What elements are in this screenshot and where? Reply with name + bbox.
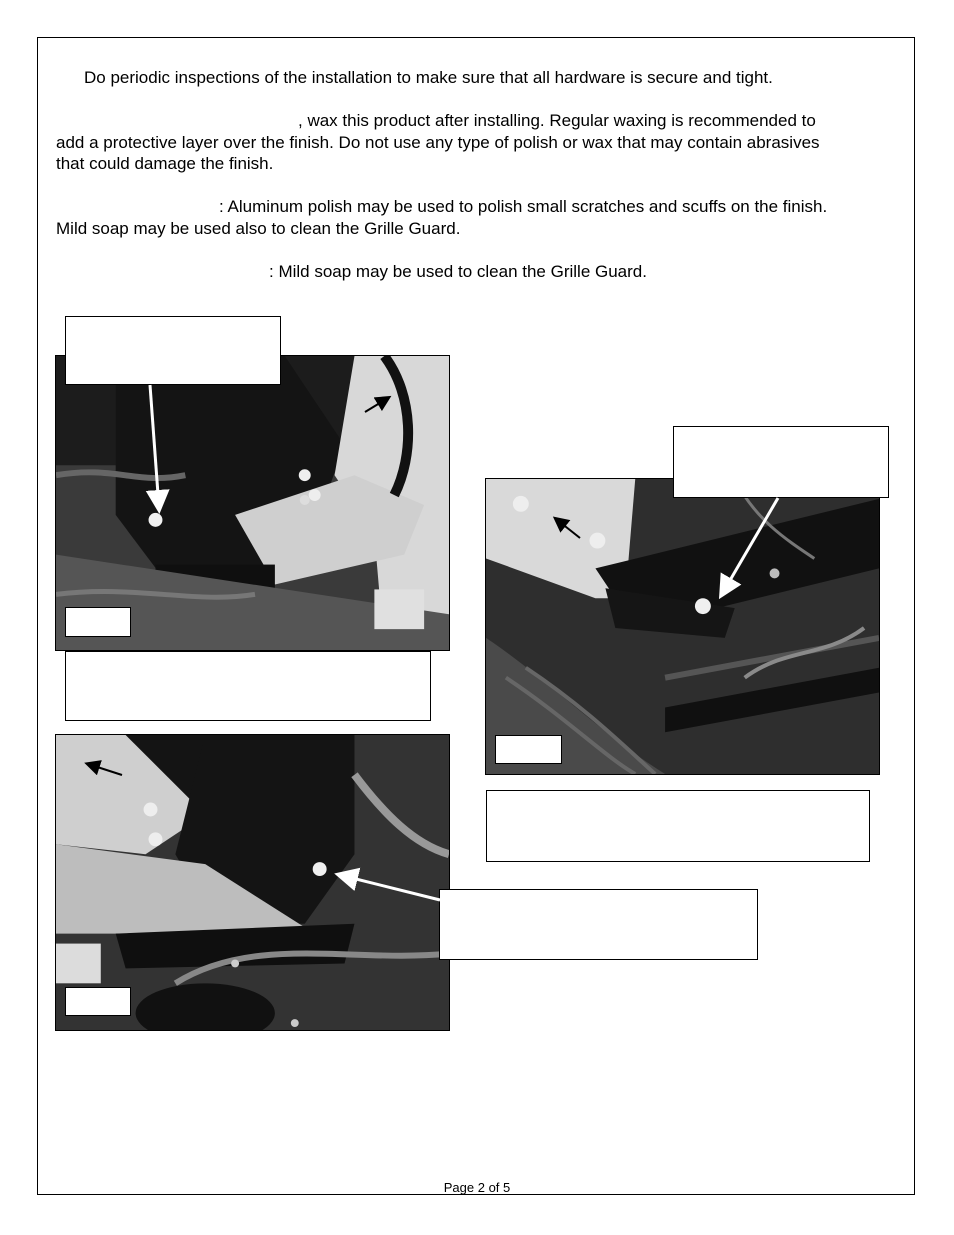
- wax-text-line-1: , wax this product after installing. Regular waxing is recommended to: [298, 111, 816, 130]
- callout-box-photo-1-top: [65, 316, 281, 385]
- figure-tag-2: [495, 735, 562, 764]
- callout-box-photo-1-bottom: [65, 651, 431, 721]
- soap-text: : Mild soap may be used to clean the Grille Guard.: [269, 262, 647, 281]
- callout-box-photo-3: [439, 889, 758, 960]
- wax-text-line-3: that could damage the finish.: [56, 154, 274, 173]
- wax-text-line-2: add a protective layer over the finish. Do not use any type of polish or wax that may contain abrasives: [56, 133, 820, 152]
- installation-photo-2: [485, 478, 880, 775]
- page-number: Page 2 of 5: [443, 1180, 511, 1195]
- polish-text-line-2: Mild soap may be used also to clean the Grille Guard.: [56, 219, 461, 238]
- callout-box-photo-2-bottom: [486, 790, 870, 862]
- callout-box-photo-2-top: [673, 426, 889, 498]
- inspection-text: Do periodic inspections of the installation to make sure that all hardware is secure and tight.: [84, 68, 773, 87]
- polish-text-line-1: : Aluminum polish may be used to polish small scratches and scuffs on the finish.: [219, 197, 828, 216]
- figure-tag-3: [65, 987, 131, 1016]
- figure-tag-1: [65, 607, 131, 637]
